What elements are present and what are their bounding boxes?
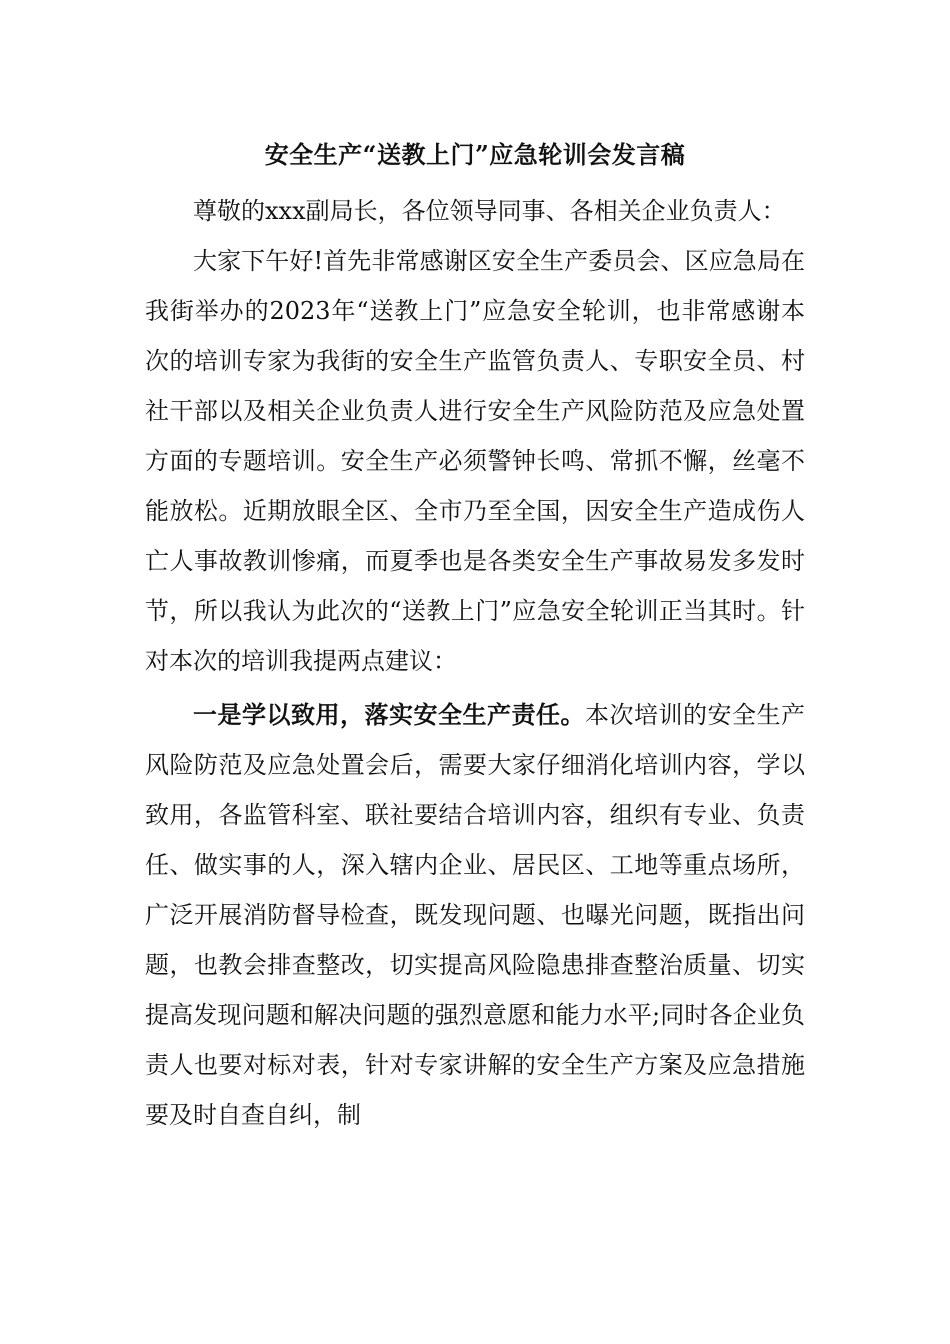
paragraph-suggestion-one bbox=[145, 690, 805, 1140]
paragraph-opening: 大家下午好!首先非常感谢区安全生产委员会、区应急局在我街举办的2023年“送教上门”应急安全轮训，也非常感谢本次的培训专家为我街的安全生产监管负责人、专职安全员、村社干部以及相关企业负责人进行安全生产风险防范及应急处置方面的专题培训。安全生产必须警钟长鸣、常抓不懈，丝毫不能放松。近期放眼全区、全市乃至全国，因安全生产造成伤人亡人事故教训惨痛，而夏季也是各类安全生产事故易发多发时节，所以我认为此次的“送教上门”应急安全轮训正当其时。针对本次的培训我提两点建议： bbox=[145, 247, 805, 675]
paragraph-text: 本次培训的安全生产风险防范及应急处置会后，需要大家仔细消化培训内容，学以致用，各监管科室、联社要结合培训内容，组织有专业、负责任、做实事的人，深入辖内企业、居民区、工地等重点场所，广泛开展消防督导检查，既发现问题、也曝光问题，既指出问题，也教会排查整改，切实提高风险隐患排查整治质量、切实提高发现问题和解决问题的强烈意愿和能力水平;同时各企业负责人也要对标对表，针对专家讲解的安全生产方案及应急措施要及时自查自纠，制 bbox=[145, 701, 805, 1129]
salutation: 尊敬的xxx副局长，各位领导同事、各相关企业负责人： bbox=[193, 197, 786, 225]
document-body bbox=[145, 186, 805, 1140]
document-title: 安全生产“送教上门”应急轮训会发言稿 bbox=[264, 140, 686, 169]
paragraph-heading: 一是学以致用，落实安全生产责任。 bbox=[193, 700, 585, 729]
